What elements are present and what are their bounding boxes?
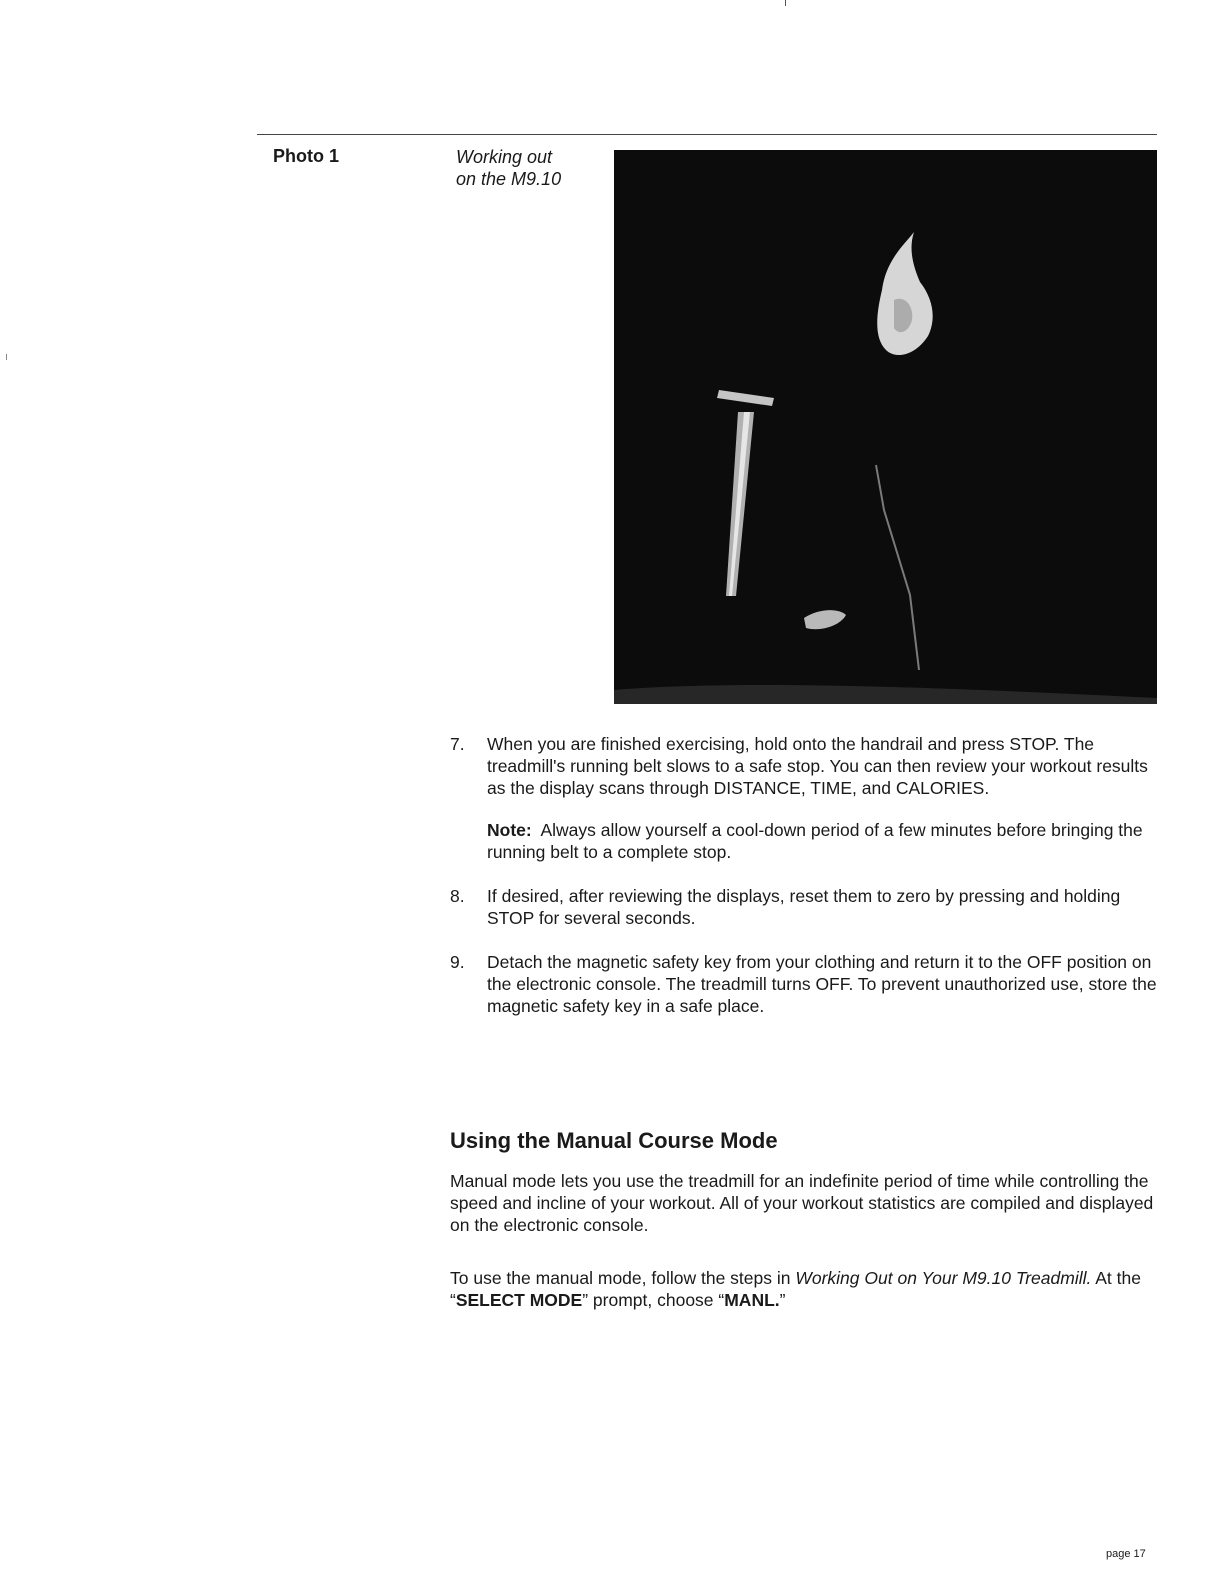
scan-mark-top (785, 0, 786, 6)
step-text: When you are finished exercising, hold onto the handrail and press STOP. The treadmill's running belt slows to a safe stop. You can then review your workout results as the display scans through DISTANCE, TIME, and CALORIES. (487, 734, 1148, 798)
step-7 (450, 733, 1160, 799)
section-heading: Using the Manual Course Mode (450, 1128, 778, 1153)
referenced-section-title: Working Out on Your M9.10 Treadmill. (795, 1268, 1092, 1288)
step-number: 7. (450, 734, 465, 754)
photo-caption-line-1: Working out (456, 147, 553, 167)
note-text: Always allow yourself a cool-down period of a few minutes before bringing the running belt to a complete stop. (487, 820, 1143, 862)
step-8 (450, 885, 1160, 929)
photo-caption-line-2: on the M9.10 (456, 169, 562, 189)
step-text: Detach the magnetic safety key from your clothing and return it to the OFF position on the electronic console. The treadmill turns OFF. To prevent unauthorized use, store the magnetic safety key in a safe place. (487, 952, 1157, 1016)
photo-caption (456, 146, 606, 190)
treadmill-photo-illustration (614, 150, 1157, 704)
photo-background (614, 150, 1157, 704)
scan-mark-left (6, 354, 7, 360)
paragraph-2-part-1: To use the manual mode, follow the steps in (450, 1268, 796, 1288)
step-9 (450, 951, 1160, 1017)
header-rule (257, 134, 1157, 135)
paragraph-2-part-4: ” (779, 1290, 786, 1310)
manl-option: MANL. (724, 1290, 780, 1310)
note-label: Note: (487, 820, 532, 840)
paragraph-2-part-3: ” prompt, choose “ (582, 1290, 725, 1310)
instruction-steps (450, 733, 1160, 1017)
section-paragraph-2 (450, 1267, 1160, 1311)
step-text: If desired, after reviewing the displays, reset them to zero by pressing and holding STOP for several seconds. (487, 886, 1121, 928)
step-number: 8. (450, 886, 465, 906)
treadmill-photo (614, 150, 1157, 704)
page-number: page 17 (1106, 1548, 1146, 1560)
select-mode-prompt: SELECT MODE (455, 1290, 583, 1310)
photo-label: Photo 1 (273, 146, 339, 166)
note-block (487, 819, 1160, 863)
step-number: 9. (450, 952, 465, 972)
paragraph-2-part-2: At the “ (450, 1268, 1141, 1310)
section-paragraph-1: Manual mode lets you use the treadmill for an indefinite period of time while controlling the speed and incline of your workout. All of your workout statistics are compiled and displayed on the electronic console. (450, 1171, 1154, 1235)
